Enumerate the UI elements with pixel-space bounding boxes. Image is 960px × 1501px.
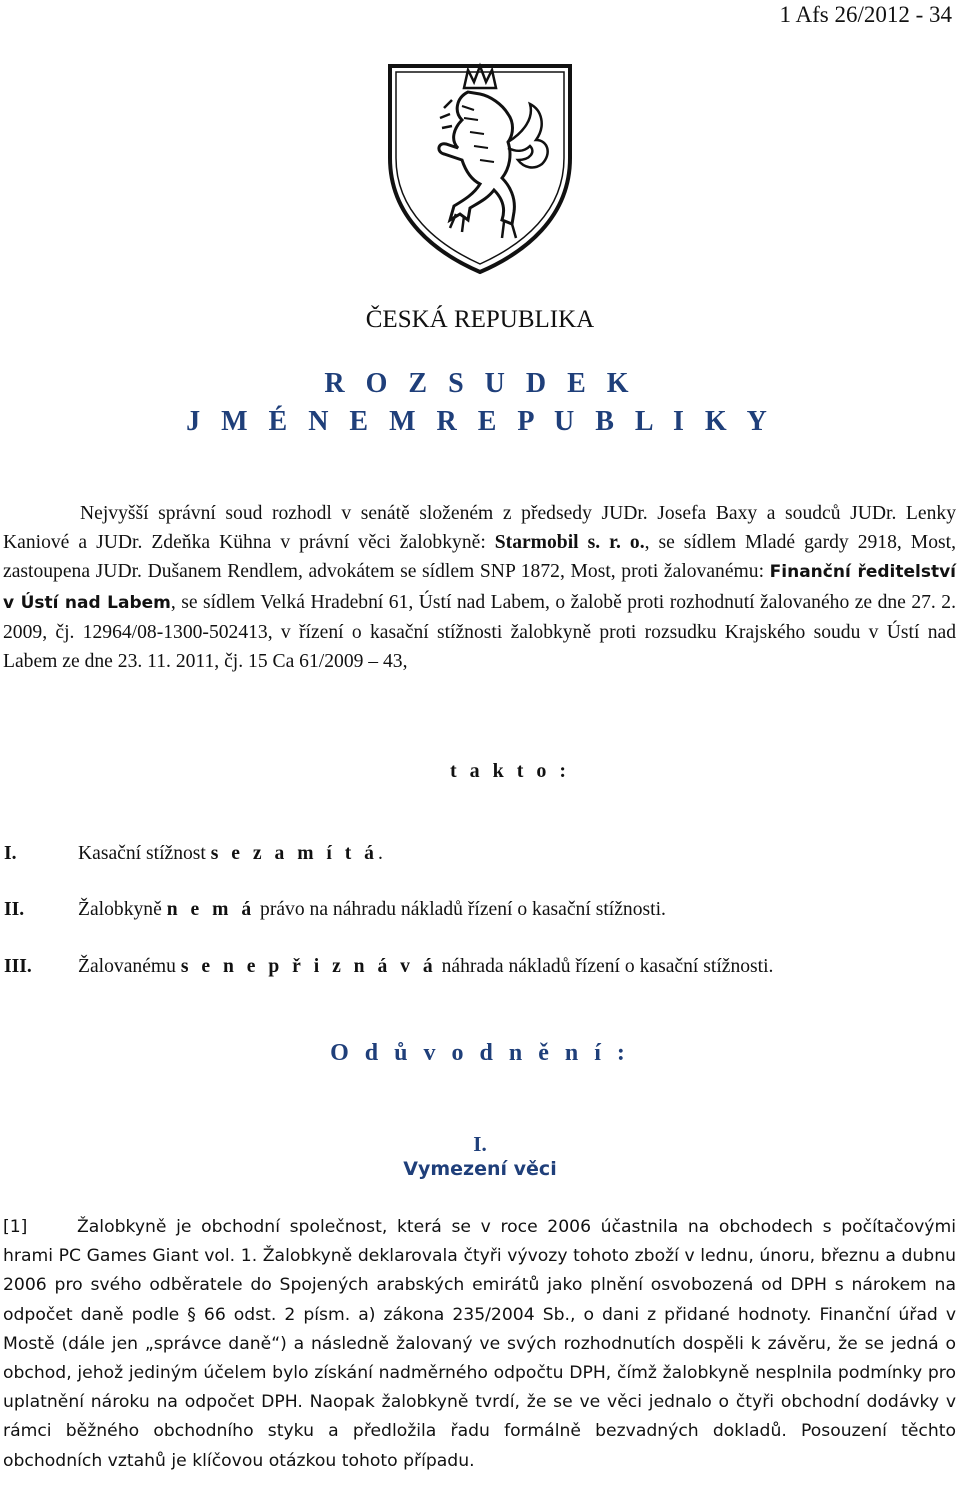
verdict-text-end: právo na náhradu nákladů řízení o kasační stížnosti. [255, 899, 666, 920]
verdict-number: II. [4, 899, 25, 920]
reasoning-heading: O d ů v o d n ě n í : [330, 1040, 630, 1066]
section-title: Vymezení věci [403, 1158, 557, 1180]
verdict-number: I. [4, 843, 17, 864]
paragraph-text: Žalobkyně je obchodní společnost, která se v roce 2006 účastnila na obchodech s počítačovými hrami PC Games Giant vol. 1. Žalobkyně deklarovala čtyři vývozy tohoto zboží v lednu, únoru, březnu a dubnu 2006 pro svého odběratele do Spojených arabských emirátů jako plnění osvobozená od DPH s nárokem na odpočet daně podle § 66 odst. 2 písm. a) zákona 235/2004 Sb., o dani z přidané hodnoty. Finanční úřad v Mostě (dále jen „správce daně“) a následně žalovaný ve svých rozhodnutích dospěli k závěru, že se jedná o obchod, jehož jediným účelem bylo získání nadměrného odpočtu DPH, čímž žalobkyně nesplnila podmínky pro uplatnění nároku na odpočet DPH. Naopak žalobkyně tvrdí, že se ve věci jednalo o čtyři obchodní dodávky v rámci běžného obchodního styku a předložila řadu formálně bezvadných dokladů. Posouzení těchto obchodních vztahů je klíčovou otázkou tohoto případu. [3, 1217, 956, 1471]
verdict-item-3 [4, 956, 773, 978]
verdict-text: Žalovanému [78, 956, 181, 977]
verdict-item-1 [4, 843, 383, 865]
plaintiff-name: Starmobil s. r. o. [494, 532, 645, 554]
paragraph-number: [1] [3, 1217, 28, 1237]
intro-text-2: , se sídlem Mladé gardy 2918, Most, zastoupena JUDr. Dušanem Rendlem, advokátem se sídlem SNP 1872, Most, proti žalovanému: [3, 532, 956, 583]
takto-heading: t a k t o : [449, 760, 571, 782]
intro-paragraph [3, 499, 956, 676]
country-name: ČESKÁ REPUBLIKA [365, 306, 595, 333]
verdict-item-2 [4, 899, 666, 921]
verdict-key: s e z a m í t á [210, 843, 378, 864]
verdict-text: Kasační stížnost [78, 843, 211, 864]
verdict-text-end: . [377, 843, 383, 864]
defendant-name: Finanční ředitelství v Ústí nad Labem [3, 562, 956, 613]
coat-of-arms-icon [384, 48, 576, 276]
verdict-key: s e n e p ř i z n á v á [180, 956, 437, 977]
document-id: 1 Afs 26/2012 - 34 [779, 2, 952, 27]
section-number: I. [473, 1132, 487, 1156]
intro-text-1: Nejvyšší správní soud rozhodl v senátě složeném z předsedy JUDr. Josefa Baxy a soudců JUDr. Lenky Kaniové a JUDr. Zdeňka Kühna v právní věci žalobkyně: [3, 503, 956, 554]
judgment-subtitle: J M É N E M R E P U B L I K Y [186, 406, 774, 437]
verdict-key: n e m á [166, 899, 256, 920]
verdict-text-end: náhrada nákladů řízení o kasační stížnosti. [436, 956, 774, 977]
judgment-title: R O Z S U D E K [324, 368, 636, 399]
verdict-text: Žalobkyně [78, 899, 167, 920]
paragraph-1 [3, 1213, 956, 1476]
intro-text-3: , se sídlem Velká Hradební 61, Ústí nad Labem, o žalobě proti rozhodnutí žalovaného ze dne 27. 2. 2009, čj. 12964/08-1300-502413, v řízení o kasační stížnosti žalobkyně proti rozsudku Krajského soudu v Ústí nad Labem ze dne 23. 11. 2011, čj. 15 Ca 61/2009 – 43, [3, 591, 956, 673]
verdict-number: III. [4, 956, 32, 977]
